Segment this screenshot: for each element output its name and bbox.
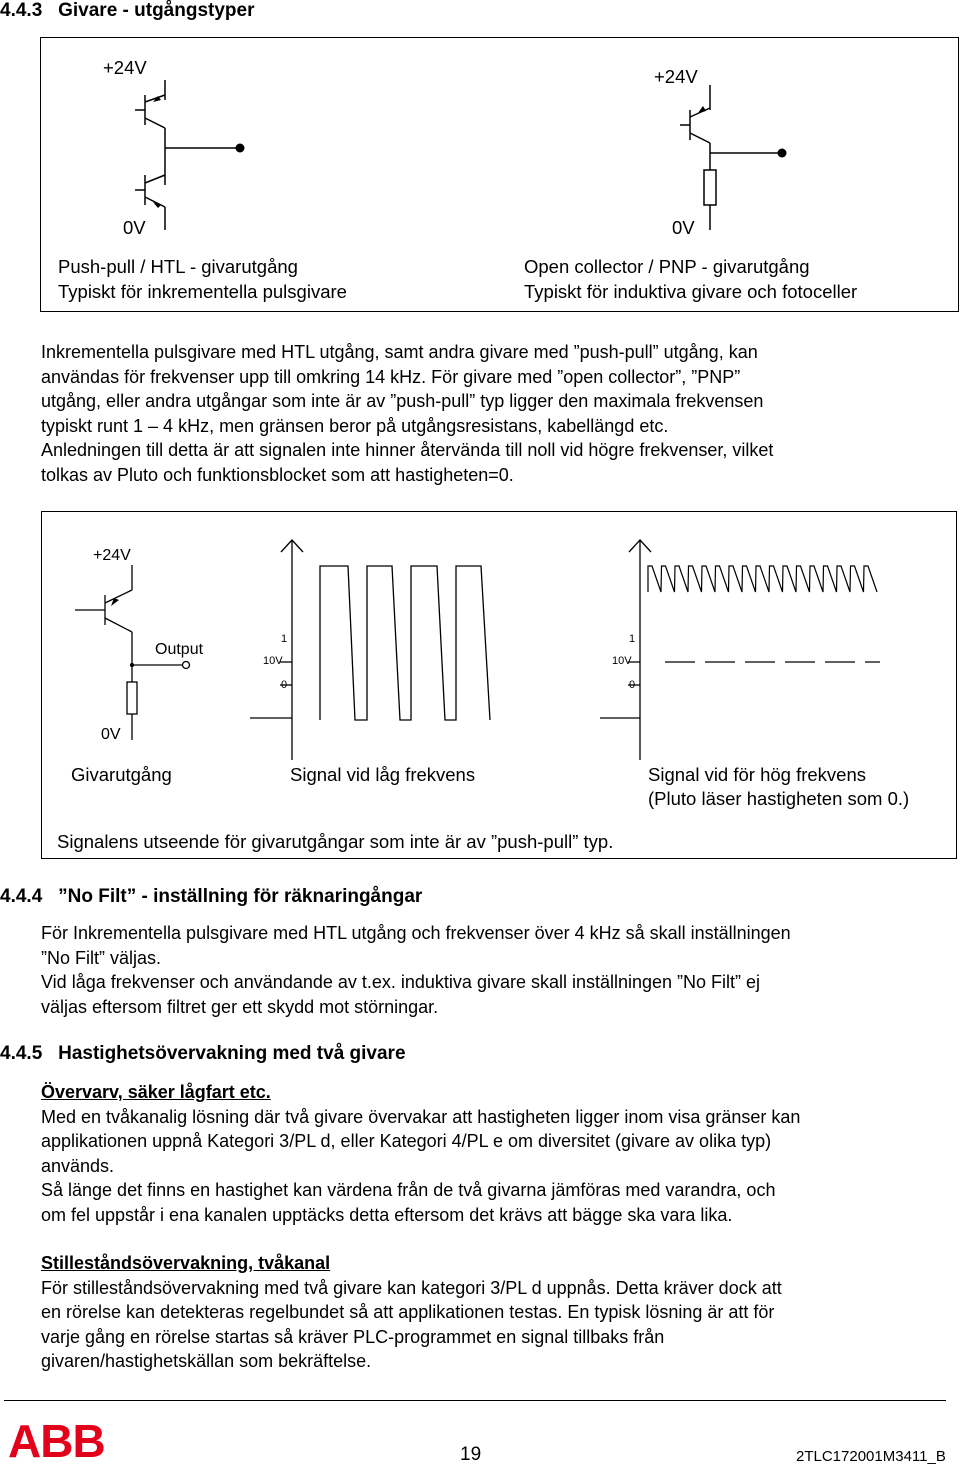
section-number: 4.4.4 <box>0 886 43 907</box>
caption-high-frequency-note: (Pluto läser hastigheten som 0.) <box>648 788 910 809</box>
document-id: 2TLC172001M3411_B <box>796 1448 946 1465</box>
paragraph-line: Vid låga frekvenser och användande av t.ex. induktiva givare skall inställningen ”No Filt” ej <box>41 972 761 992</box>
paragraph-line: varje gång en rörelse startas så kräver PLC-programmet en signal tillbaks från <box>41 1326 665 1347</box>
low-axis-zero: 0 <box>281 679 288 691</box>
paragraph-line: Inkrementella pulsgivare med HTL utgång, samt andra givare med ”push-pull” utgång, kan <box>41 342 758 362</box>
paragraph-line: tolkas av Pluto och funktionsblocket som att hastigheten=0. <box>41 464 514 485</box>
subsection-standstill <box>41 1251 782 1374</box>
paragraph-line: För stilleståndsövervakning med två givare kan kategori 3/PL d uppnås. Detta kräver dock att <box>41 1277 782 1298</box>
paragraph-line: Så länge det finns en hastighet kan värdena från de två givarna jämföras med varandra, och <box>41 1180 776 1200</box>
paragraph-line: väljas eftersom filtret ger ett skydd mot störningar. <box>41 996 439 1017</box>
high-axis-10v: 10V <box>612 655 632 667</box>
section-title: Givare - utgångstyper <box>58 0 255 21</box>
paragraph-line: För Inkrementella pulsgivare med HTL utgång och frekvenser över 4 kHz så skall inställningen <box>41 923 791 943</box>
low-axis-one: 1 <box>281 633 288 645</box>
figure-2-caption: Signalens utseende för givarutgångar som inte är av ”push-pull” typ. <box>57 831 614 852</box>
high-axis-one: 1 <box>629 633 636 645</box>
paragraph-444 <box>41 921 791 1019</box>
section-number: 4.4.3 <box>0 0 43 21</box>
output-label: Output <box>155 641 204 658</box>
section-number: 4.4.5 <box>0 1043 43 1064</box>
right-caption-line-1: Open collector / PNP - givarutgång <box>524 256 810 277</box>
paragraph-line: Anledningen till detta är att signalen inte hinner återvända till noll vid högre frekvenser, vilket <box>41 440 774 460</box>
paragraph-line: en rörelse kan detekteras regelbundet så att applikationen testas. En typisk lösning är att för <box>41 1302 775 1322</box>
left-caption-line-1: Push-pull / HTL - givarutgång <box>58 256 298 277</box>
caption-low-frequency: Signal vid låg frekvens <box>290 764 476 785</box>
paragraph-line: givaren/hastighetskällan som bekräftelse. <box>41 1351 372 1371</box>
right-ground-label: 0V <box>672 217 695 238</box>
paragraph-line: används. <box>41 1155 115 1176</box>
subsection-title: Övervarv, säker lågfart etc. <box>41 1082 271 1102</box>
section-title: ”No Filt” - inställning för räknaringångar <box>58 886 423 907</box>
footer-rule <box>4 1400 946 1401</box>
caption-sensor-output: Givarutgång <box>71 764 172 785</box>
paragraph-line: om fel uppstår i ena kanalen upptäcks detta eftersom det krävs att bägge ska vara lika. <box>41 1204 733 1225</box>
left-supply-label: +24V <box>103 57 147 78</box>
abb-logo: ABB <box>8 1415 105 1467</box>
sensor-ground-label: 0V <box>101 726 121 743</box>
paragraph-line: ”No Filt” väljas. <box>41 947 162 968</box>
right-caption-line-2: Typiskt för induktiva givare och fotoceller <box>524 281 858 302</box>
high-axis-zero: 0 <box>629 679 636 691</box>
page-number: 19 <box>460 1444 482 1465</box>
paragraph-line: typiskt runt 1 – 4 kHz, men gränsen beror på utgångsresistans, kabellängd etc. <box>41 415 669 436</box>
subsection-overspeed <box>41 1080 800 1227</box>
right-supply-label: +24V <box>654 66 698 87</box>
section-title: Hastighetsövervakning med två givare <box>58 1043 406 1064</box>
section-heading-444 <box>0 886 422 908</box>
low-axis-10v: 10V <box>263 655 283 667</box>
section-heading-445 <box>0 1043 406 1065</box>
paragraph-line: applikationen uppnå Kategori 3/PL d, eller Kategori 4/PL e om diversitet (givare av olika typ) <box>41 1131 772 1151</box>
paragraph-line: utgång, eller andra utgångar som inte är av ”push-pull” typ ligger den maximala frekvensen <box>41 391 764 411</box>
subsection-title: Stilleståndsövervakning, tvåkanal <box>41 1253 331 1273</box>
left-caption-line-2: Typiskt för inkrementella pulsgivare <box>58 281 347 302</box>
paragraph-line: Med en tvåkanalig lösning där två givare övervakar att hastigheten ligger inom visa gränser kan <box>41 1106 801 1127</box>
paragraph-line: användas för frekvenser upp till omkring 14 kHz. För givare med ”open collector”, ”PNP” <box>41 366 741 387</box>
caption-high-frequency: Signal vid för hög frekvens <box>648 764 867 785</box>
left-ground-label: 0V <box>123 217 146 238</box>
sensor-supply-label: +24V <box>93 547 131 564</box>
